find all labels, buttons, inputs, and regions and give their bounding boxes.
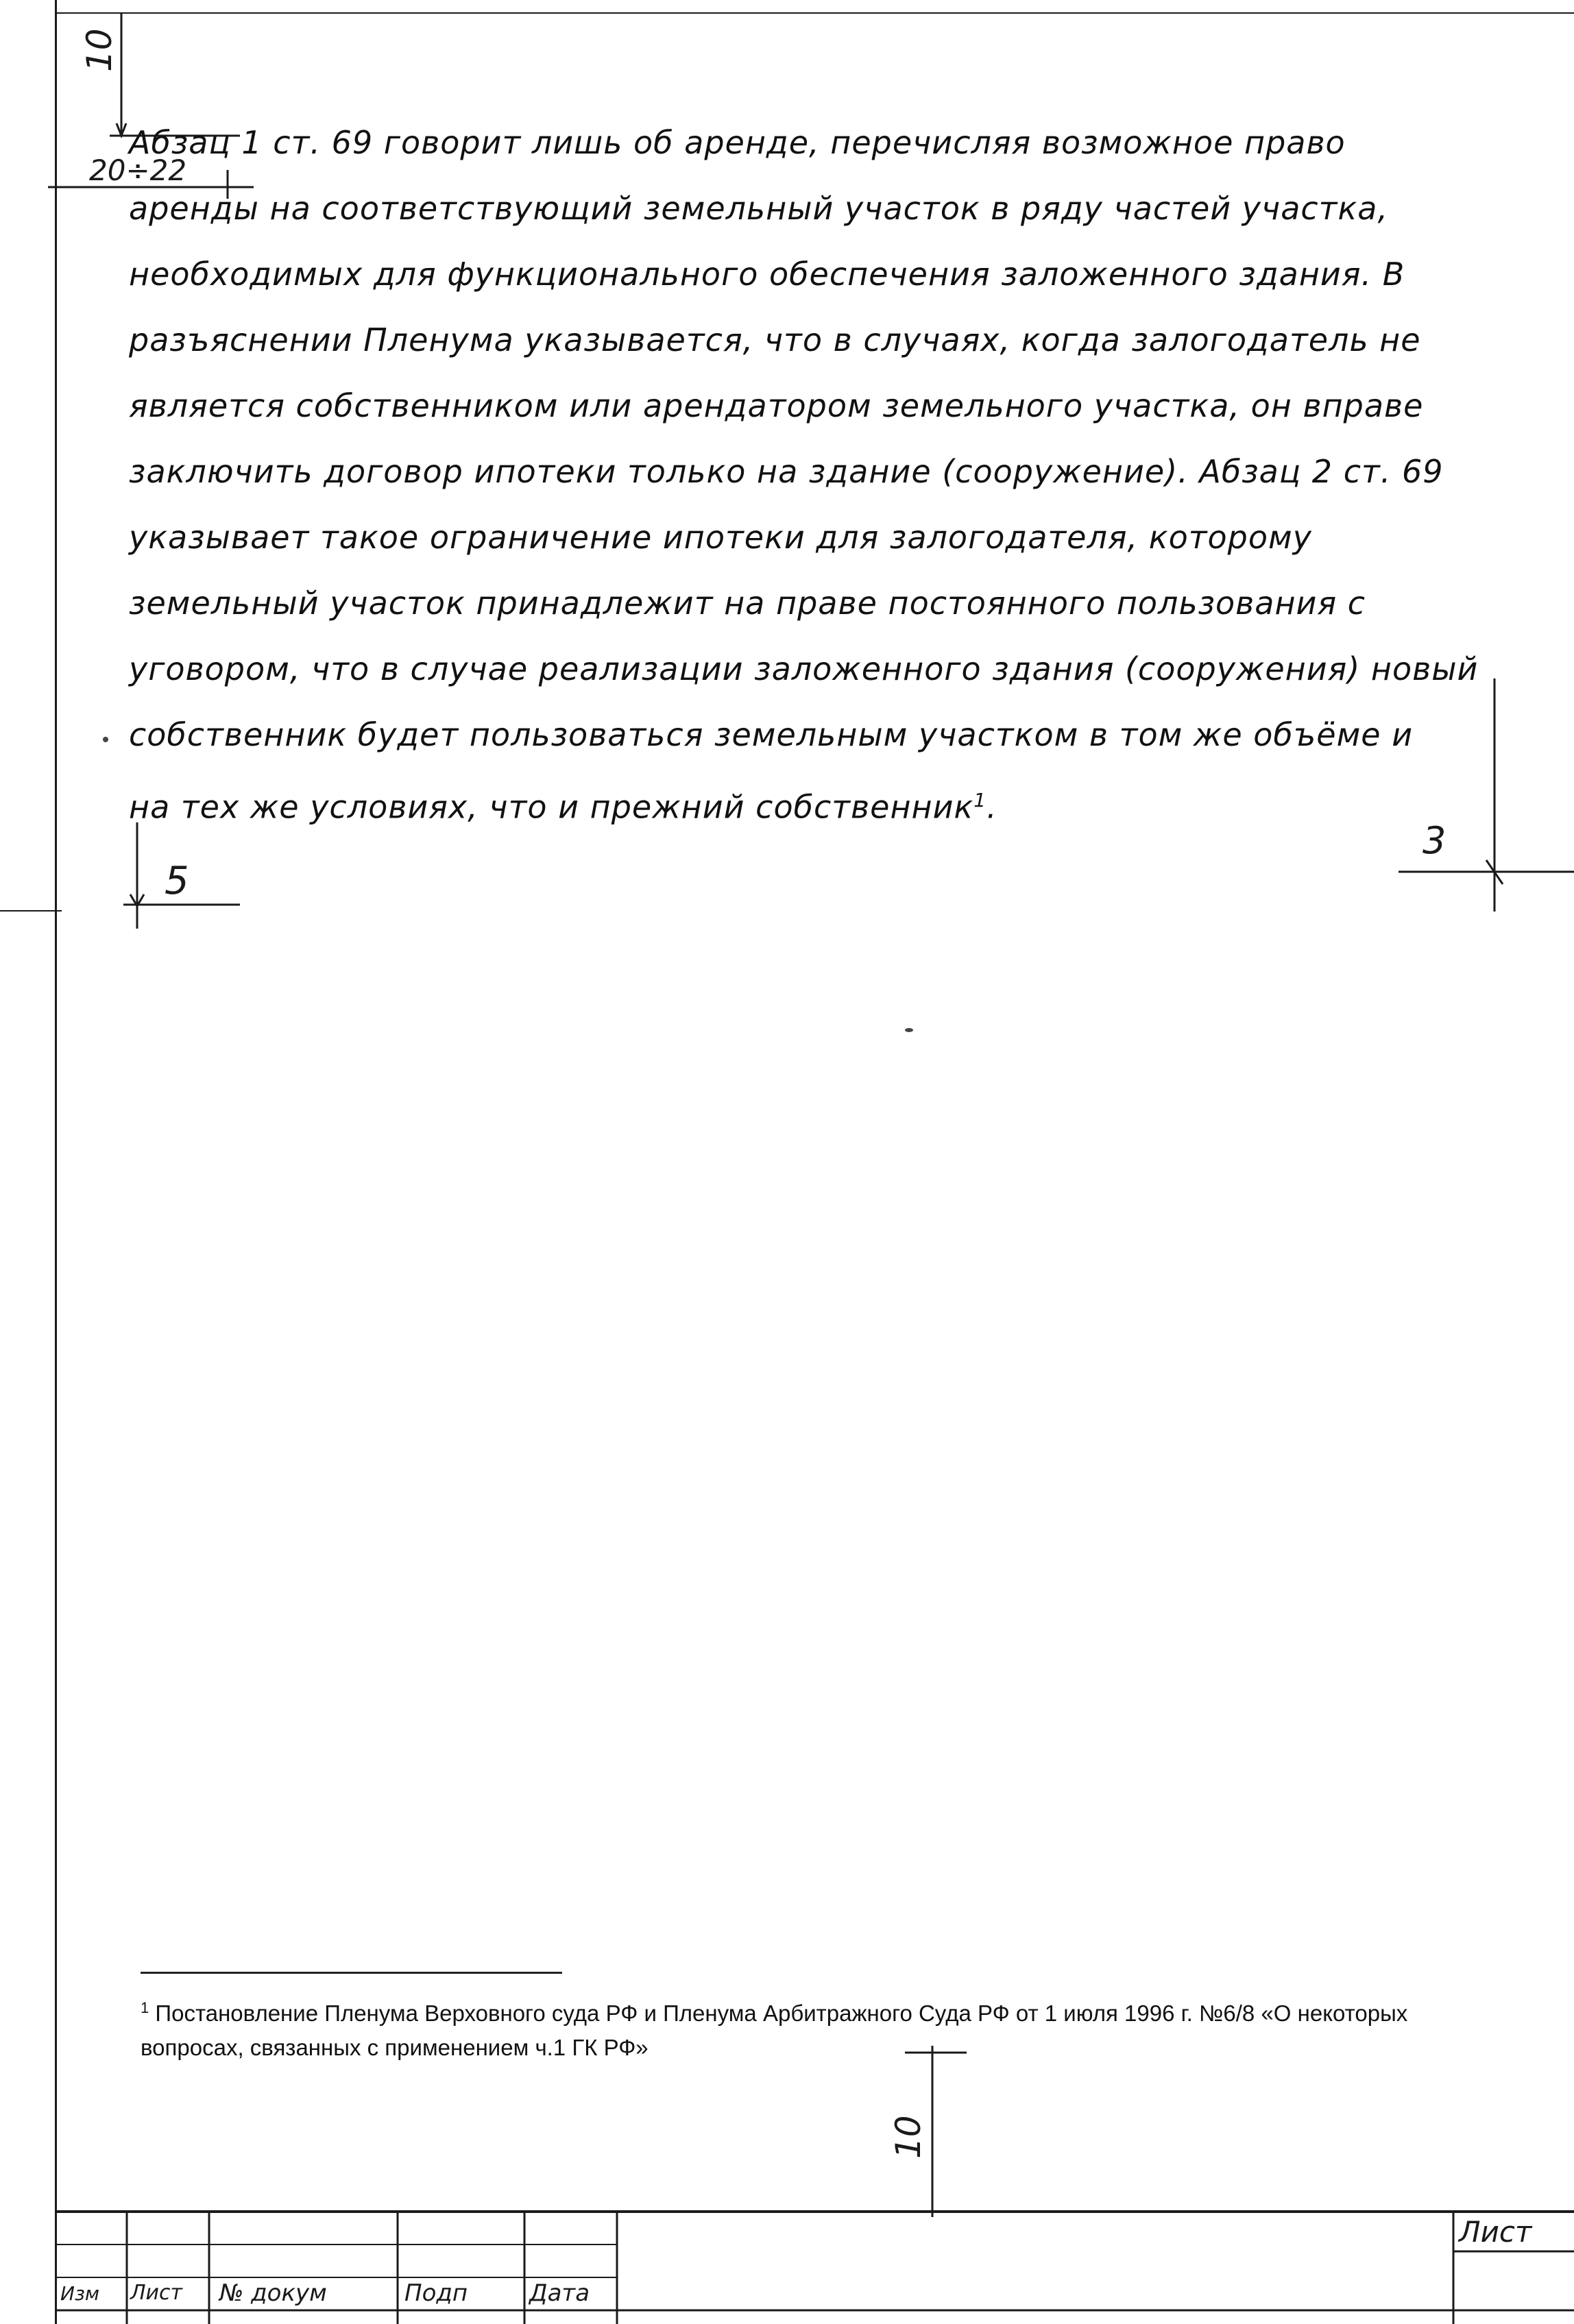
frame-left-border bbox=[55, 0, 57, 2324]
body-line-text: на тех же условиях, что и прежний собственник bbox=[129, 788, 974, 826]
body-line: является собственником или арендатором земельного участка, он вправе bbox=[129, 387, 1424, 424]
body-end-punct: . bbox=[986, 788, 997, 826]
body-line: разъяснении Пленума указывается, что в случаях, когда залогодатель не bbox=[129, 321, 1421, 358]
body-paragraph bbox=[129, 123, 1507, 847]
body-line: аренды на соответствующий земельный участок в ряду частей участка, bbox=[129, 190, 1389, 227]
body-line: земельный участок принадлежит на праве постоянного пользования с bbox=[129, 585, 1366, 622]
title-block-list: Лист bbox=[130, 2281, 183, 2305]
right-margin-label: 3 bbox=[1422, 819, 1446, 862]
top-margin-label: 10 bbox=[80, 28, 119, 72]
title-block-doc-number: № докум bbox=[219, 2279, 327, 2307]
footnote-separator bbox=[141, 1972, 562, 1974]
scan-speck bbox=[905, 1028, 913, 1032]
scan-speck bbox=[103, 737, 108, 742]
body-line: Абзац 1 ст. 69 говорит лишь об аренде, перечисляя возможное право bbox=[129, 124, 1346, 161]
margin-tick-left bbox=[0, 910, 62, 912]
body-line: заключить договор ипотеки только на здание (сооружение). Абзац 2 ст. 69 bbox=[129, 453, 1444, 490]
footnote-text bbox=[141, 1991, 1505, 2065]
body-line: указывает такое ограничение ипотеки для залогодателя, которому bbox=[129, 519, 1312, 556]
footnote-body: Постановление Пленума Верховного суда РФ и Пленума Арбитражного Суда РФ от 1 июля 1996 г. №6/8 «О некоторых вопросах, связанных с применением ч.1 ГК РФ» bbox=[141, 2001, 1408, 2060]
title-block-sheet: Лист bbox=[1459, 2215, 1532, 2249]
para-gap-label: 5 bbox=[165, 859, 189, 903]
body-line-last bbox=[129, 781, 1507, 847]
body-line: собственник будет пользоваться земельным участком в том же объёме и bbox=[129, 716, 1414, 753]
bottom-margin-label: 10 bbox=[888, 2115, 928, 2159]
left-margin-label: 20÷22 bbox=[89, 154, 187, 187]
footnote-reference: 1 bbox=[973, 789, 987, 811]
title-block-grid bbox=[55, 2210, 1574, 2324]
title-block-signature: Подп bbox=[404, 2279, 468, 2307]
frame-top-border bbox=[55, 12, 1574, 14]
right-margin-dimension bbox=[1399, 678, 1574, 925]
body-line: необходимых для функционального обеспечения заложенного здания. В bbox=[129, 256, 1405, 293]
footnote-marker: 1 bbox=[141, 1999, 149, 2016]
title-block-izm: Изм bbox=[60, 2282, 99, 2305]
title-block-date: Дата bbox=[529, 2279, 590, 2307]
body-line: уговором, что в случае реализации заложенного здания (сооружения) новый bbox=[129, 650, 1479, 687]
